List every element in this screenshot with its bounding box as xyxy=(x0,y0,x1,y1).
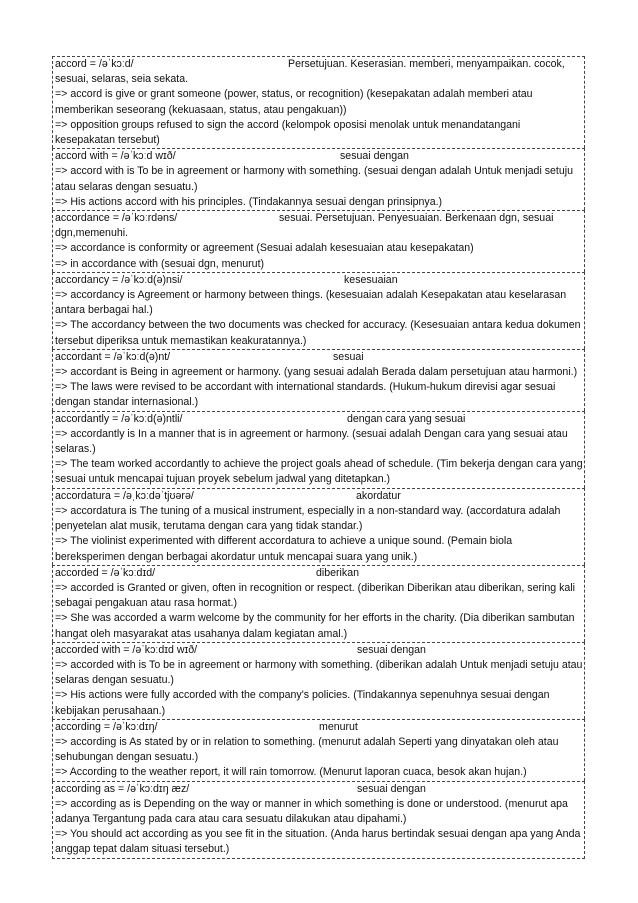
entry-headword: accorded with = /əˈkɔːdɪd wɪð/ xyxy=(55,643,198,656)
dictionary-page xyxy=(52,56,585,859)
entry-definition: => accord is give or grant someone (power, status, or recognition) (kesepakatan adalah memberi atau memberikan seseorang (kekuasaan, status, atau pengakuan)) xyxy=(55,88,533,116)
entry-example: => His actions were fully accorded with the company's policies. (Tindakannya sepenuhnya sesuai dengan kebijakan perusahaan.) xyxy=(55,689,550,717)
dictionary-entry xyxy=(52,642,585,719)
entry-headword-row xyxy=(55,643,583,658)
entry-meaning: akordatur xyxy=(356,489,401,502)
entry-example: => The team worked accordantly to achieve the project goals ahead of schedule. (Tim bekerja dengan cara yang sesuai untuk mencapai tujuan proyek sebelum jadwal yang ditetapkan.) xyxy=(55,458,583,486)
entry-meaning-continued: dgn,memenuhi. xyxy=(55,227,129,240)
entry-headword: accordancy = /əˈkɔːd(ə)nsi/ xyxy=(55,273,183,286)
entry-meaning: sesuai dengan xyxy=(357,643,426,656)
entry-meaning: sesuai dengan xyxy=(340,150,409,163)
entry-headword-row xyxy=(55,720,583,735)
dictionary-entry xyxy=(52,488,585,565)
dictionary-entry xyxy=(52,719,585,781)
entry-headword: accord with = /əˈkɔːd wɪð/ xyxy=(55,150,176,163)
dictionary-entry xyxy=(52,272,585,349)
dictionary-entry xyxy=(52,148,585,210)
entry-meaning: sesuai. Persetujuan. Penyesuaian. Berkenaan dgn, sesuai xyxy=(279,212,554,225)
entry-example: => The accordancy between the two documents was checked for accuracy. (Kesesuaian antara kedua dokumen tersebut diperiksa untuk memastikan keakuratannya.) xyxy=(55,319,581,347)
entry-meaning-continued: sesuai, selaras, seia sekata. xyxy=(55,73,189,86)
entry-headword-row xyxy=(55,782,583,797)
entry-definition: => accordant is Being in agreement or harmony. (yang sesuai adalah Berada dalam persetujuan atau harmoni.) xyxy=(55,366,578,379)
entry-headword: according = /əˈkɔːdɪŋ/ xyxy=(55,720,158,733)
entry-meaning: diberikan xyxy=(316,566,359,579)
entry-definition: => accordatura is The tuning of a musical instrument, especially in a non-standard way. (accordatura adalah penyetelan alat musik, terutama dengan cara yang tidak standar.) xyxy=(55,504,561,533)
entry-meaning: sesuai dengan xyxy=(357,782,426,795)
dictionary-entry xyxy=(52,210,585,272)
entry-definition: => accordance is conformity or agreement (Sesuai adalah kesesuaian atau kesepakatan) xyxy=(55,242,474,255)
entry-example: => According to the weather report, it will rain tomorrow. (Menurut laporan cuaca, besok akan hujan.) xyxy=(55,766,527,779)
entry-definition: => according as is Depending on the way or manner in which something is done or understood. (menurut apa adanya Tergantung pada cara atau cara sesuatu dilakukan atau dipahami.) xyxy=(55,797,568,825)
entry-headword-row xyxy=(55,273,583,288)
entry-definition: => accordancy is Agreement or harmony between things. (kesesuaian adalah Kesepakatan atau keselarasan antara berbagai hal.) xyxy=(55,289,567,317)
entry-headword-row xyxy=(55,412,583,427)
entry-definition: => accord with is To be in agreement or harmony with something. (sesuai dengan adalah Untuk menjadi setuju atau selaras dengan sesuatu.) xyxy=(55,165,574,193)
entry-headword: accordatura = /əˌkɔːdəˈtjʊərə/ xyxy=(55,489,194,502)
entry-definition: => accordantly is In a manner that is in agreement or harmony. (sesuai adalah Dengan cara yang sesuai atau selaras.) xyxy=(55,427,568,456)
dictionary-entry xyxy=(52,56,585,148)
entry-meaning: sesuai xyxy=(333,350,364,363)
entry-headword-row xyxy=(55,149,583,164)
entry-meaning: kesesuaian xyxy=(344,273,398,286)
entry-definition: => accorded is Granted or given, often in recognition or respect. (diberikan Diberikan atau diberikan, sering kali sebagai pengakuan atau rasa hormat.) xyxy=(55,581,575,610)
dictionary-entry xyxy=(52,411,585,488)
entry-headword: according as = /əˈkɔːdɪŋ æz/ xyxy=(55,782,190,795)
entry-headword-row xyxy=(55,350,583,365)
entry-example: => The violinist experimented with different accordatura to achieve a unique sound. (Pemain biola bereksperimen dengan berbagai akordatur untuk mencapai suara yang unik.) xyxy=(55,535,513,563)
entry-example: => His actions accord with his principles. (Tindakannya sesuai dengan prinsipnya.) xyxy=(55,195,443,208)
entry-meaning: dengan cara yang sesuai xyxy=(347,412,466,425)
entry-example: => You should act according as you see fit in the situation. (Anda harus bertindak sesuai dengan apa yang Anda anggap tepat dalam situasi tersebut.) xyxy=(55,828,581,856)
entry-headword-row xyxy=(55,57,583,72)
entry-headword-row xyxy=(55,211,583,226)
entry-definition: => according is As stated by or in relation to something. (menurut adalah Seperti yang dinyatakan oleh atau sehubungan dengan sesuatu.) xyxy=(55,735,559,764)
dictionary-entry xyxy=(52,781,585,859)
entry-headword-row xyxy=(55,566,583,581)
entry-example: => opposition groups refused to sign the accord (kelompok oposisi menolak untuk menandatangani kesepakatan tersebut) xyxy=(55,118,521,147)
dictionary-entry xyxy=(52,565,585,642)
entry-headword: accordance = /əˈkɔːrdəns/ xyxy=(55,212,178,225)
entry-headword: accord = /əˈkɔːd/ xyxy=(55,58,134,70)
entry-headword: accordant = /əˈkɔːd(ə)nt/ xyxy=(55,350,171,363)
entry-example: => in accordance with (sesuai dgn, menurut) xyxy=(55,257,265,270)
entry-headword: accorded = /əˈkɔːdɪd/ xyxy=(55,566,156,579)
entry-example: => The laws were revised to be accordant with international standards. (Hukum-hukum direvisi agar sesuai dengan standar internasional.) xyxy=(55,381,556,409)
dictionary-entry xyxy=(52,349,585,411)
entry-headword: accordantly = /əˈkɔːd(ə)ntli/ xyxy=(55,412,183,425)
entry-meaning: menurut xyxy=(319,720,358,733)
entry-headword-row xyxy=(55,489,583,504)
entry-definition: => accorded with is To be in agreement or harmony with something. (diberikan adalah Untuk menjadi setuju atau selaras dengan sesuatu.) xyxy=(55,658,583,687)
entry-meaning: Persetujuan. Keserasian. memberi, menyampaikan. cocok, xyxy=(288,58,565,70)
entry-example: => She was accorded a warm welcome by the community for her efforts in the charity. (Dia diberikan sambutan hangat oleh masyarakat atas usahanya dalam kegiatan amal.) xyxy=(55,612,575,640)
